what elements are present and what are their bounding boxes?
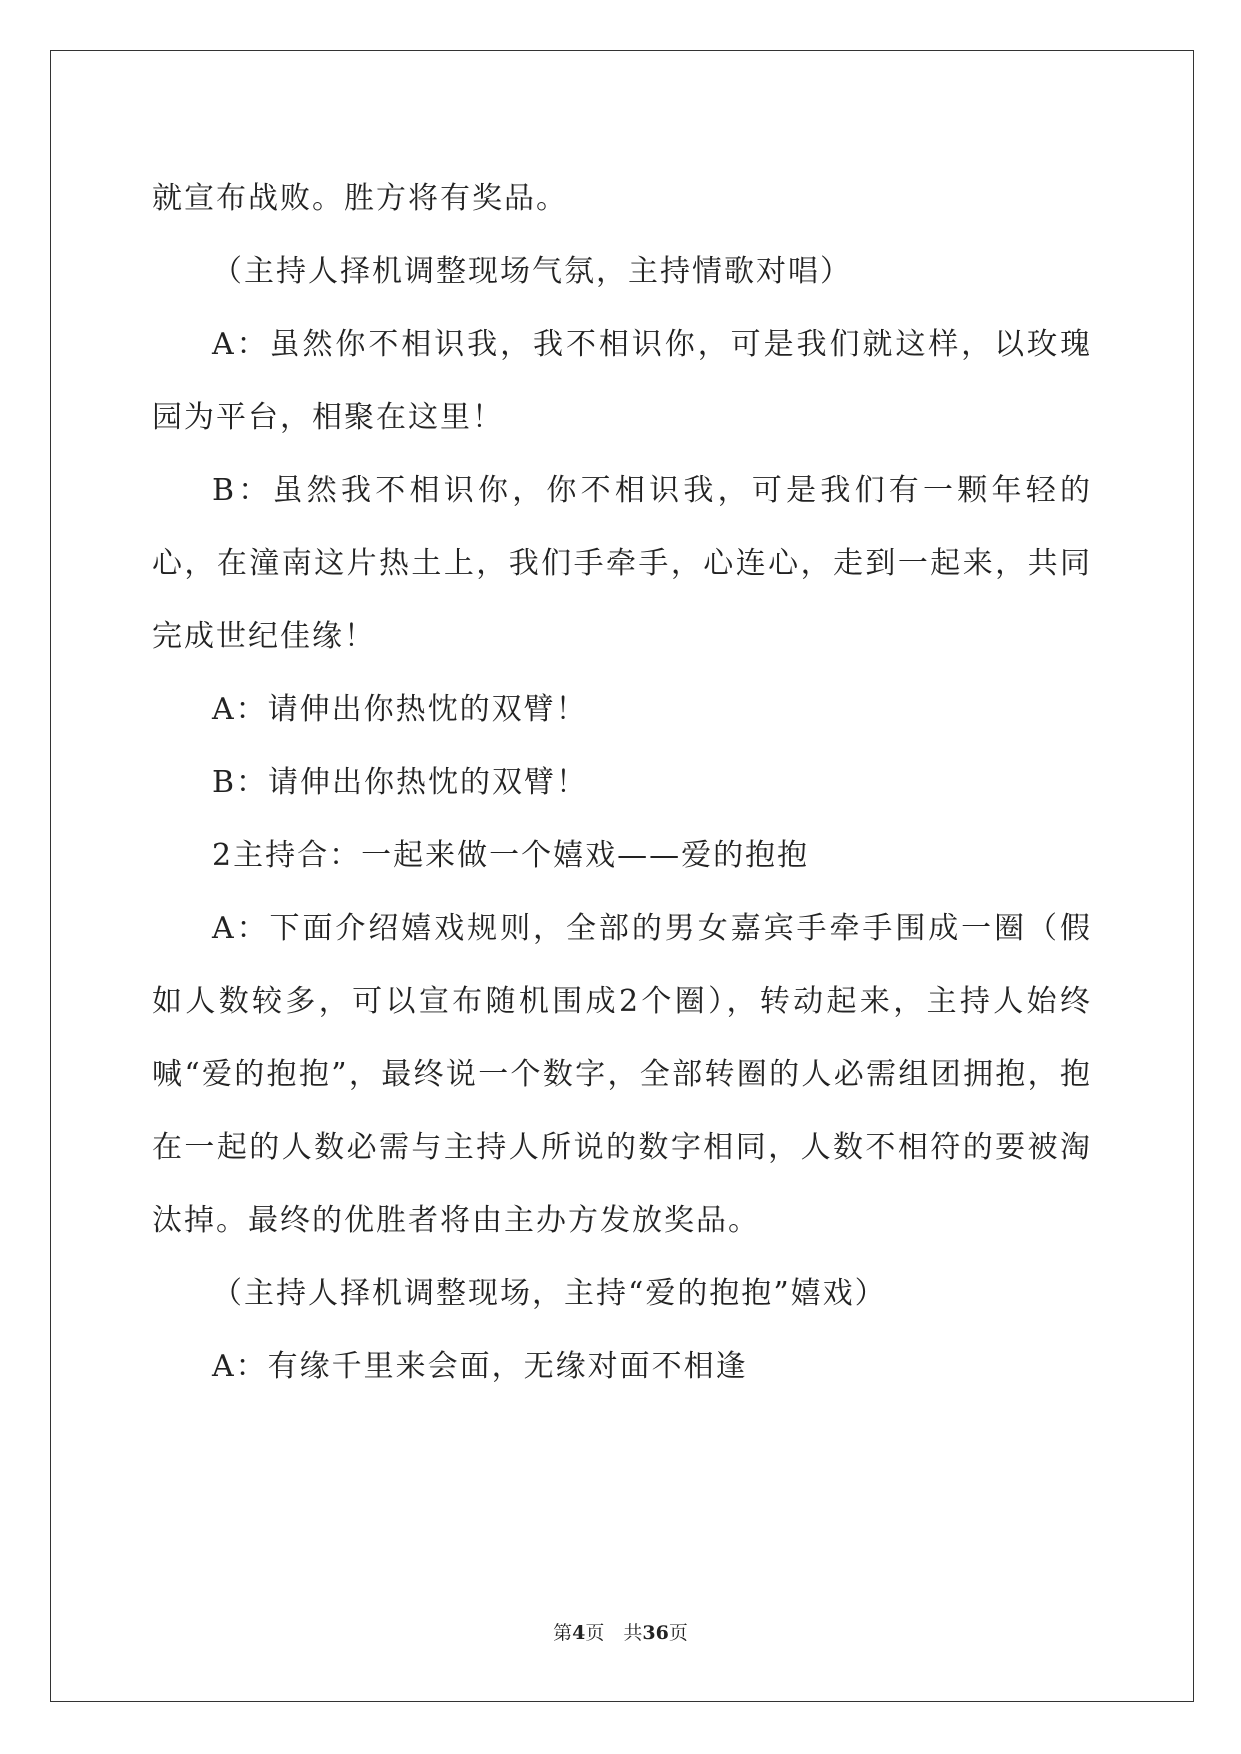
paragraph-5: A：请伸出你热忱的双臂！ [212,692,588,727]
paragraph-1: 就宣布战败。胜方将有奖品。 [152,181,568,216]
footer-middle: 页 共 [585,1622,643,1644]
document-body [152,162,1092,1403]
page-footer [0,1618,1241,1645]
footer-suffix: 页 [668,1622,688,1644]
paragraph-9: （主持人择机调整现场，主持“爱的抱抱”嬉戏） [212,1276,887,1311]
paragraph-4: B：虽然我不相识你，你不相识我，可是我们有一颗年轻的心，在潼南这片热土上，我们手牵手，心连心，走到一起来，共同完成世纪佳缘！ [152,473,1092,654]
paragraph-10: A：有缘千里来会面，无缘对面不相逢 [212,1349,748,1384]
paragraph-6: B：请伸出你热忱的双臂！ [212,765,589,800]
paragraph-8: A：下面介绍嬉戏规则，全部的男女嘉宾手牵手围成一圈（假如人数较多，可以宣布随机围成2个圈），转动起来，主持人始终喊“爱的抱抱”，最终说一个数字，全部转圈的人必需组团拥抱，抱在一起的人数必需与主持人所说的数字相同，人数不相符的要被淘汰掉。最终的优胜者将由主办方发放奖品。 [152,911,1092,1238]
total-page-number: 36 [642,1622,669,1644]
current-page-number: 4 [572,1622,586,1644]
paragraph-7: 2主持合：一起来做一个嬉戏——爱的抱抱 [212,838,810,873]
footer-prefix: 第 [553,1622,573,1644]
paragraph-2: （主持人择机调整现场气氛，主持情歌对唱） [212,254,852,289]
paragraph-3: A：虽然你不相识我，我不相识你，可是我们就这样，以玫瑰园为平台，相聚在这里！ [152,327,1092,435]
